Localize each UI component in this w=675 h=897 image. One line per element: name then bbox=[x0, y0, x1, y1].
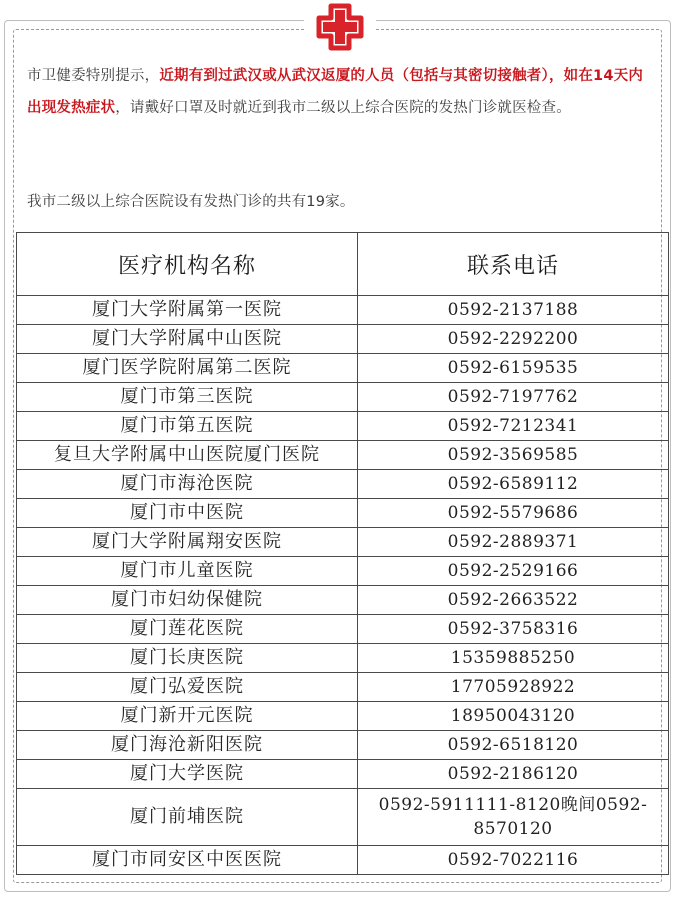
header-name: 医疗机构名称 bbox=[17, 233, 358, 296]
hospital-name: 厦门医学院附属第二医院 bbox=[17, 354, 358, 383]
hospital-phone: 0592-2663522 bbox=[358, 586, 669, 615]
table-row bbox=[17, 325, 669, 354]
hospital-phone: 0592-6518120 bbox=[358, 731, 669, 760]
table-row bbox=[17, 846, 669, 875]
table-row bbox=[17, 586, 669, 615]
notice-lead: 市卫健委特别提示， bbox=[27, 68, 160, 84]
hospital-phone: 0592-2529166 bbox=[358, 557, 669, 586]
table-row bbox=[17, 789, 669, 846]
hospital-phone: 0592-3758316 bbox=[358, 615, 669, 644]
hospital-name: 厦门市第五医院 bbox=[17, 412, 358, 441]
table-row bbox=[17, 731, 669, 760]
table-row bbox=[17, 760, 669, 789]
hospital-name: 厦门长庚医院 bbox=[17, 644, 358, 673]
hospital-phone: 18950043120 bbox=[358, 702, 669, 731]
hospital-name: 厦门大学附属第一医院 bbox=[17, 296, 358, 325]
hospital-phone: 0592-5911111-8120晚间0592-8570120 bbox=[358, 789, 669, 846]
hospital-phone: 0592-3569585 bbox=[358, 441, 669, 470]
hospital-phone: 0592-2137188 bbox=[358, 296, 669, 325]
hospital-phone: 0592-7212341 bbox=[358, 412, 669, 441]
table-row bbox=[17, 528, 669, 557]
hospital-phone: 15359885250 bbox=[358, 644, 669, 673]
hospital-name: 厦门市第三医院 bbox=[17, 383, 358, 412]
header-phone: 联系电话 bbox=[358, 233, 669, 296]
summary-text: 我市二级以上综合医院设有发热门诊的共有19家。 bbox=[27, 194, 355, 210]
table-row bbox=[17, 644, 669, 673]
hospital-phone: 0592-2292200 bbox=[358, 325, 669, 354]
hospital-phone: 0592-7022116 bbox=[358, 846, 669, 875]
hospital-name: 厦门市同安区中医医院 bbox=[17, 846, 358, 875]
red-cross-icon bbox=[304, 0, 376, 60]
table-row bbox=[17, 557, 669, 586]
table-row bbox=[17, 673, 669, 702]
table-row bbox=[17, 383, 669, 412]
hospital-name: 厦门莲花医院 bbox=[17, 615, 358, 644]
hospital-table bbox=[16, 232, 669, 875]
table-row bbox=[17, 615, 669, 644]
table-row bbox=[17, 296, 669, 325]
hospital-phone: 0592-2889371 bbox=[358, 528, 669, 557]
hospital-phone: 0592-7197762 bbox=[358, 383, 669, 412]
table-row bbox=[17, 470, 669, 499]
hospital-name: 厦门市中医院 bbox=[17, 499, 358, 528]
notice-highlight: 近期有到过武汉或从武汉返厦的人员（包括与其密切接触者），如在14天内出现发热症状 bbox=[27, 68, 644, 116]
hospital-name: 厦门大学附属翔安医院 bbox=[17, 528, 358, 557]
notice-paragraph bbox=[27, 60, 655, 124]
table-row bbox=[17, 499, 669, 528]
hospital-name: 厦门市海沧医院 bbox=[17, 470, 358, 499]
hospital-phone: 0592-6159535 bbox=[358, 354, 669, 383]
hospital-name: 厦门弘爱医院 bbox=[17, 673, 358, 702]
table-row bbox=[17, 441, 669, 470]
hospital-name: 厦门海沧新阳医院 bbox=[17, 731, 358, 760]
hospital-name: 厦门前埔医院 bbox=[17, 789, 358, 846]
table-header-row bbox=[17, 233, 669, 296]
notice-tail: ，请戴好口罩及时就近到我市二级以上综合医院的发热门诊就医检查。 bbox=[115, 100, 571, 116]
hospital-phone: 0592-2186120 bbox=[358, 760, 669, 789]
hospital-name: 复旦大学附属中山医院厦门医院 bbox=[17, 441, 358, 470]
table-row bbox=[17, 354, 669, 383]
hospital-name: 厦门市妇幼保健院 bbox=[17, 586, 358, 615]
table-row bbox=[17, 702, 669, 731]
table-row bbox=[17, 412, 669, 441]
hospital-phone: 0592-5579686 bbox=[358, 499, 669, 528]
hospital-name: 厦门大学附属中山医院 bbox=[17, 325, 358, 354]
hospital-name: 厦门大学医院 bbox=[17, 760, 358, 789]
hospital-name: 厦门市儿童医院 bbox=[17, 557, 358, 586]
hospital-name: 厦门新开元医院 bbox=[17, 702, 358, 731]
hospital-phone: 17705928922 bbox=[358, 673, 669, 702]
hospital-phone: 0592-6589112 bbox=[358, 470, 669, 499]
